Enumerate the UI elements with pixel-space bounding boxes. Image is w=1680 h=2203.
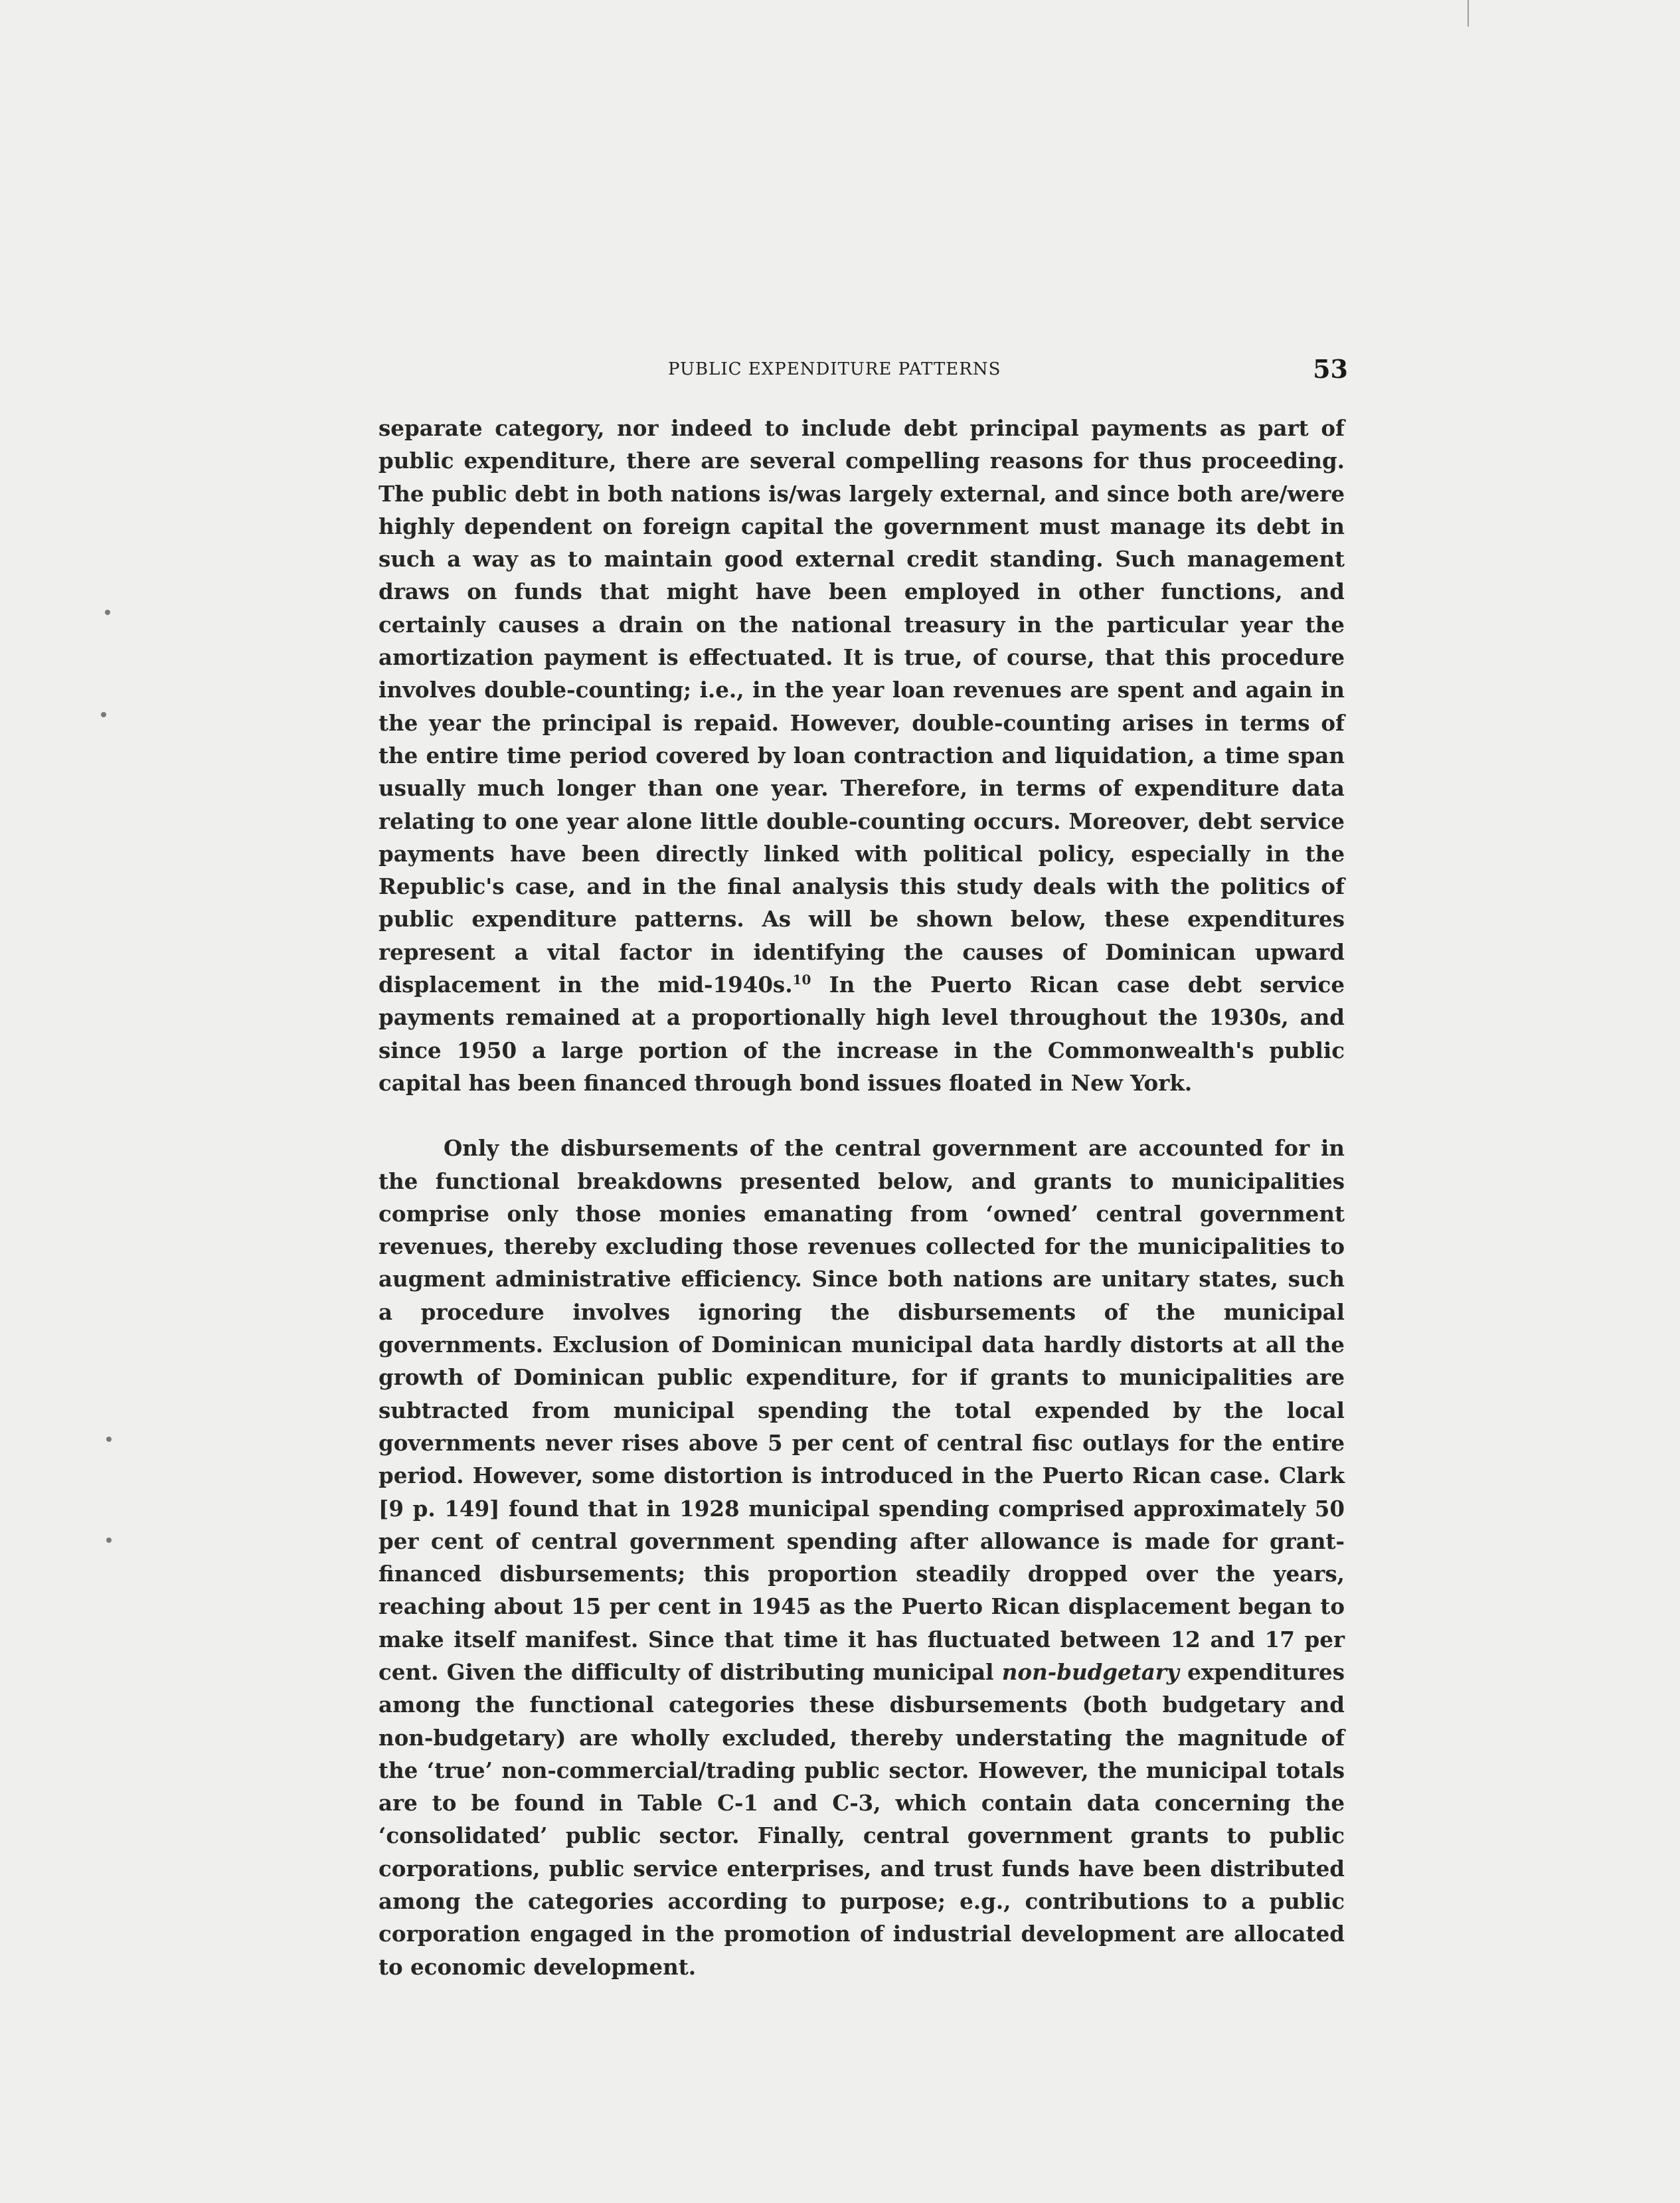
paragraph-2-text-b: expenditures among the functional categories these disbursements (both budgetary and non-budgetary) are wholly excluded, thereby understating the magnitude of the ‘true’ non-commercial/trading public sector. However, the municipal totals are to be found in Table C-1 and C-3, which contain data concerning the ‘consolidated’ public sector. Finally, central government grants to public corporations, public service enterprises, and trust funds have been distributed among the categories according to purpose; e.g., contributions to a public corporation engaged in the promotion of industrial development are allocated to economic development. <box>378 1658 1345 1980</box>
running-title: PUBLIC EXPENDITURE PATTERNS <box>668 359 1001 379</box>
footnote-ref: 10 <box>792 972 811 988</box>
body-text <box>378 412 1345 1983</box>
paragraph-1 <box>378 412 1345 1099</box>
paragraph-2-emphasis: non-budgetary <box>1001 1658 1179 1685</box>
margin-speck <box>106 1538 112 1543</box>
margin-speck <box>101 712 106 717</box>
page-header <box>372 354 1348 394</box>
paragraph-2 <box>378 1132 1345 1983</box>
paragraph-2-text-a: Only the disbursements of the central government are accounted for in the functional breakdowns presented below, and grants to municipalities comprise only those monies emanating from ‘owned’ central government revenues, thereby excluding those revenues collected for the municipalities to augment administrative efficiency. Since both nations are unitary states, such a procedure involves ignoring the disbursements of the municipal governments. Exclusion of Dominican municipal data hardly distorts at all the growth of Dominican public expenditure, for if grants to municipalities are subtracted from municipal spending the total expended by the local governments never rises above 5 per cent of central fisc outlays for the entire period. However, some distortion is introduced in the Puerto Rican case. Clark [9 p. 149] found that in 1928 municipal spending comprised approximately 50 per cent of central government spending after allowance is made for grant-financed disbursements; this proportion steadily dropped over the years, reaching about 15 per cent in 1945 as the Puerto Rican displacement began to make itself manifest. Since that time it has fluctuated between 12 and 17 per cent. Given the difficulty of distributing municipal <box>378 1135 1345 1685</box>
margin-speck <box>105 610 110 615</box>
page-number: 53 <box>1313 354 1348 384</box>
paragraph-1-text-a: separate category, nor indeed to include debt principal payments as part of public expenditure, there are several compelling reasons for thus proceeding. The public debt in both nations is/was largely external, and since both are/were highly dependent on foreign capital the government must manage its debt in such a way as to maintain good external credit standing. Such management draws on funds that might have been employed in other functions, and certainly causes a drain on the national treasury in the particular year the amortization payment is effectuated. It is true, of course, that this procedure involves double-counting; i.e., in the year loan revenues are spent and again in the year the principal is repaid. However, double-counting arises in terms of the entire time period covered by loan contraction and liquidation, a time span usually much longer than one year. Therefore, in terms of expenditure data relating to one year alone little double-counting occurs. Moreover, debt service payments have been directly linked with political policy, especially in the Republic's case, and in the final analysis this study deals with the politics of public expenditure patterns. As will be shown below, these expenditures represent a vital factor in identifying the causes of Dominican upward displacement in the mid-1940s. <box>378 415 1345 998</box>
margin-speck <box>106 1437 112 1442</box>
scan-edge-mark <box>1468 0 1469 27</box>
paragraph-1-text-b: In the Puerto Rican case debt service payments remained at a proportionally high level throughout the 1930s, and since 1950 a large portion of the increase in the Commonwealth's public capital has been financed through bond issues floated in New York. <box>378 972 1345 1096</box>
